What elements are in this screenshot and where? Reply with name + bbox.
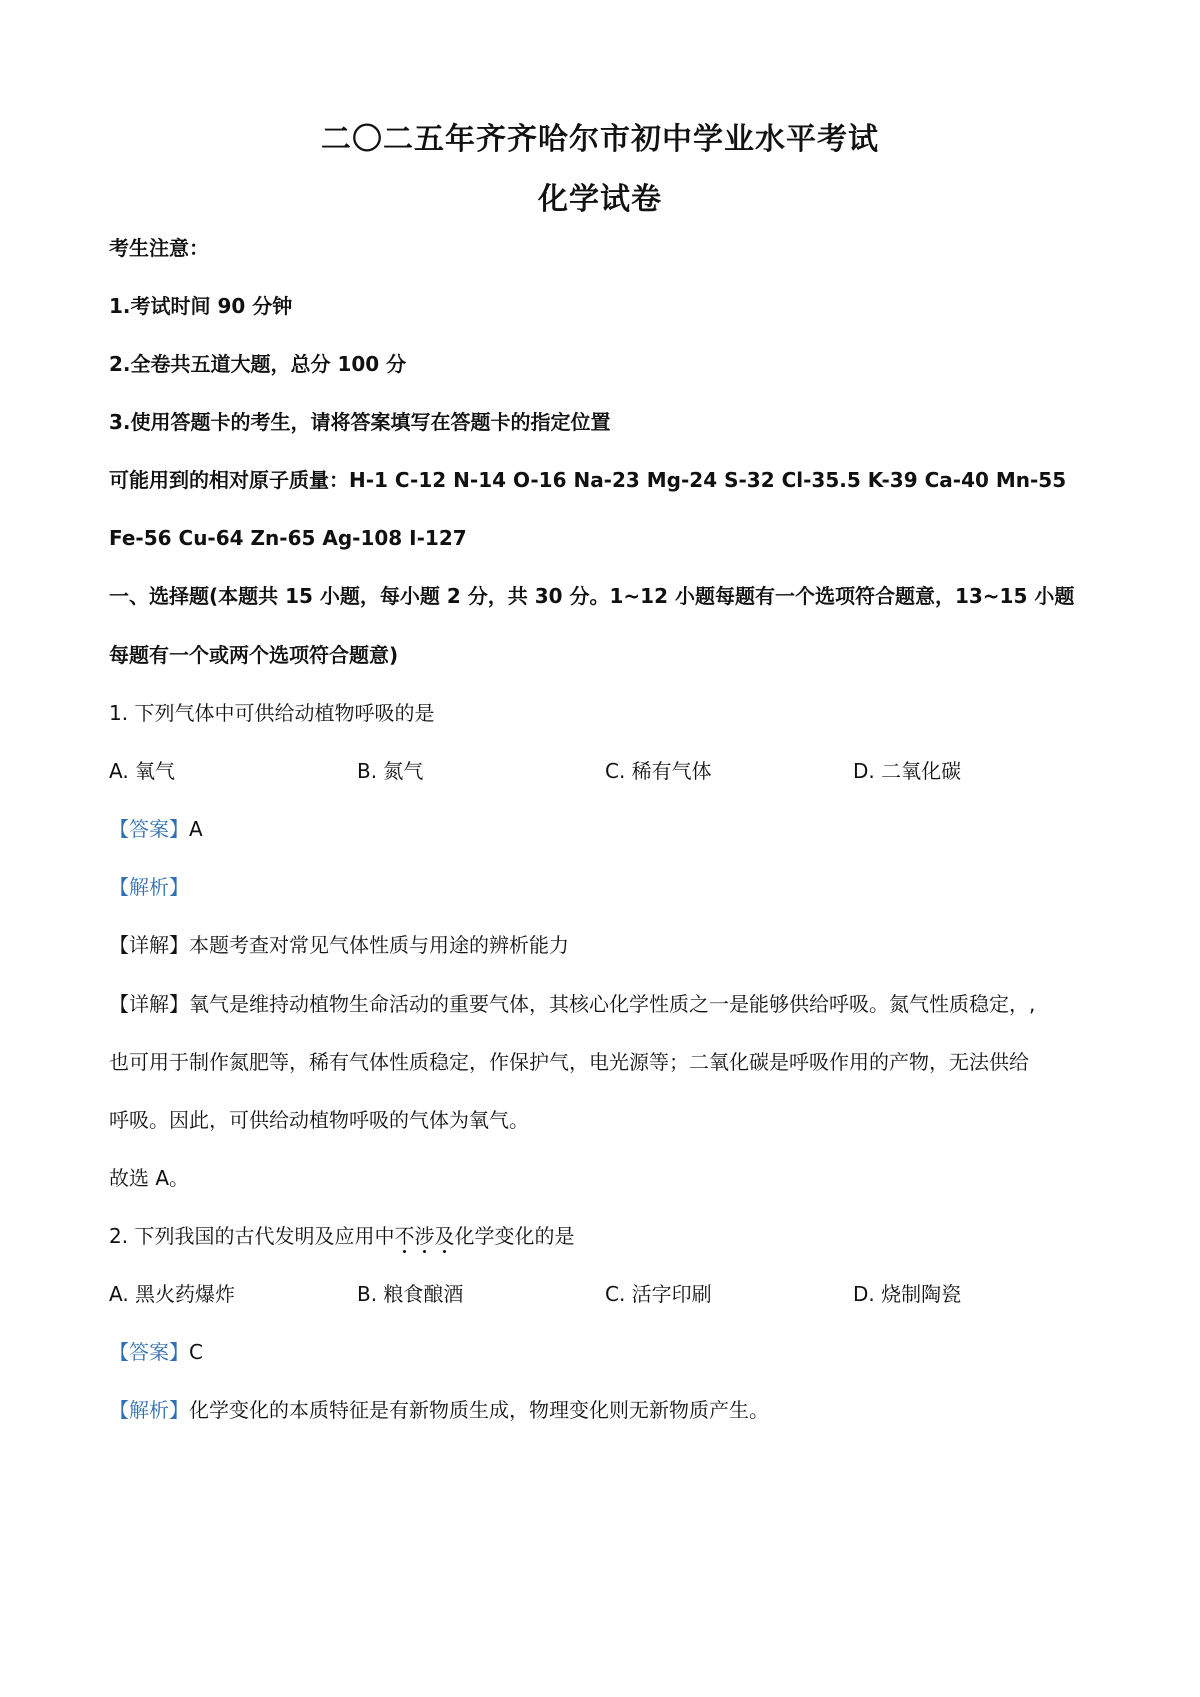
option-d: D. 二氧化碳: [853, 759, 962, 783]
detail-text: 氧气是维持动植物生命活动的重要气体，其核心化学性质之一是能够供给呼吸。氮气性质稳定，,: [189, 992, 1036, 1016]
notice-heading: 考生注意：: [109, 236, 209, 260]
answer-line: [109, 814, 203, 844]
atomic-mass-line: 可能用到的相对原子质量：H-1 C-12 N-14 O-16 Na-23 Mg-24 S-32 Cl-35.5 K-39 Ca-40 Mn-55: [109, 468, 1067, 492]
detail-text: 也可用于制作氮肥等，稀有气体性质稳定，作保护气，电光源等；二氧化碳是呼吸作用的产物，无法供给: [109, 1050, 1029, 1074]
option-b: B. 氮气: [357, 759, 424, 783]
question-stem: [109, 1221, 574, 1251]
detail-tag: 【详解】: [109, 992, 189, 1016]
detail-tag: 【详解】: [109, 933, 189, 957]
answer-value: C: [189, 1340, 203, 1364]
page-subtitle: 化学试卷: [538, 182, 662, 217]
option-a: A. 氧气: [109, 759, 176, 783]
option-c: C. 稀有气体: [605, 759, 712, 783]
detail-text: 本题考查对常见气体性质与用途的辨析能力: [189, 933, 569, 957]
page-title: 二〇二五年齐齐哈尔市初中学业水平考试: [321, 122, 879, 157]
analysis-line: [109, 1395, 769, 1425]
emphasis-char: 及: [434, 1224, 455, 1248]
stem-text: 2. 下列我国的古代发明及应用中: [109, 1224, 395, 1248]
answer-line: [109, 1337, 203, 1367]
notice-item: 1.考试时间 90 分钟: [109, 294, 293, 318]
emphasis-char: 涉: [414, 1224, 435, 1248]
question-stem: 1. 下列气体中可供给动植物呼吸的是: [109, 701, 435, 725]
answer-tag: 【答案】: [109, 817, 189, 841]
option-b: B. 粮食酿酒: [357, 1282, 464, 1306]
option-d: D. 烧制陶瓷: [853, 1282, 962, 1306]
detail-line: [109, 930, 569, 960]
section-heading: 每题有一个或两个选项符合题意): [109, 643, 399, 667]
emphasis-char: 不: [394, 1224, 415, 1248]
analysis-tag: 【解析】: [109, 1398, 189, 1422]
answer-value: A: [189, 817, 203, 841]
notice-item: 3.使用答题卡的考生，请将答案填写在答题卡的指定位置: [109, 410, 611, 434]
notice-item: 2.全卷共五道大题，总分 100 分: [109, 352, 407, 376]
detail-line: [109, 989, 1035, 1019]
atomic-mass-line: Fe-56 Cu-64 Zn-65 Ag-108 I-127: [109, 526, 467, 550]
detail-text: 呼吸。因此，可供给动植物呼吸的气体为氧气。: [109, 1108, 529, 1132]
answer-tag: 【答案】: [109, 1340, 189, 1364]
stem-text: 化学变化的是: [454, 1224, 575, 1248]
option-a: A. 黑火药爆炸: [109, 1282, 236, 1306]
option-c: C. 活字印刷: [605, 1282, 712, 1306]
analysis-tag: 【解析】: [109, 875, 189, 899]
analysis-text: 化学变化的本质特征是有新物质生成，物理变化则无新物质产生。: [189, 1398, 769, 1422]
conclusion: 故选 A。: [109, 1166, 190, 1190]
section-heading: 一、选择题(本题共 15 小题，每小题 2 分，共 30 分。1~12 小题每题有一个选项符合题意，13~15 小题: [109, 584, 1075, 608]
